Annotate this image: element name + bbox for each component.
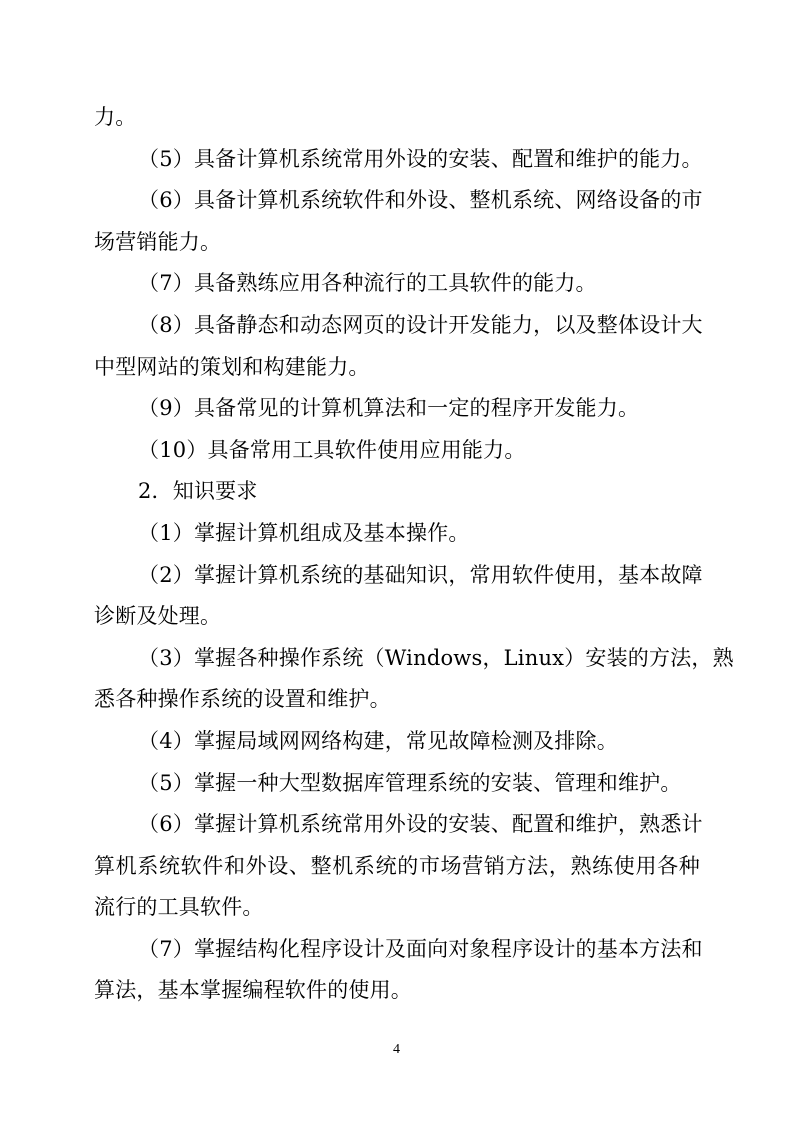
- text-line: 2．知识要求: [138, 479, 258, 504]
- page-number: 4: [393, 1042, 400, 1057]
- text-line: 中型网站的策划和构建能力。: [94, 354, 370, 379]
- text-line: （3）掌握各种操作系统（Windows，Linux）安装的方法，熟: [138, 645, 734, 670]
- text-line: 算法，基本掌握编程软件的使用。: [94, 978, 412, 1003]
- text-line: 悉各种操作系统的设置和维护。: [94, 687, 391, 712]
- text-line: （5）具备计算机系统常用外设的安装、配置和维护的能力。: [138, 146, 703, 171]
- text-line: （6）具备计算机系统软件和外设、整机系统、网络设备的市: [138, 188, 703, 213]
- text-line: （9）具备常见的计算机算法和一定的程序开发能力。: [138, 396, 640, 421]
- text-line: 场营销能力。: [94, 229, 222, 254]
- text-line: 流行的工具软件。: [94, 895, 264, 920]
- text-line: （8）具备静态和动态网页的设计开发能力，以及整体设计大: [138, 312, 703, 337]
- text-line: （4）掌握局域网网络构建，常见故障检测及排除。: [138, 728, 618, 753]
- text-line: （10）具备常用工具软件使用应用能力。: [138, 437, 526, 462]
- text-line: （7）具备熟练应用各种流行的工具软件的能力。: [138, 271, 597, 296]
- text-line: 算机系统软件和外设、整机系统的市场营销方法，熟练使用各种: [94, 853, 700, 878]
- text-line: （5）掌握一种大型数据库管理系统的安装、管理和维护。: [138, 770, 682, 795]
- text-line: （6）掌握计算机系统常用外设的安装、配置和维护，熟悉计: [138, 812, 703, 837]
- text-line: （2）掌握计算机系统的基础知识，常用软件使用，基本故障: [138, 562, 703, 587]
- text-line: （1）掌握计算机组成及基本操作。: [138, 520, 470, 545]
- text-line: 力。: [94, 105, 137, 129]
- text-line: 诊断及处理。: [94, 604, 222, 629]
- body-text: [94, 97, 734, 1012]
- text-line: （7）掌握结构化程序设计及面向对象程序设计的基本方法和: [138, 936, 703, 961]
